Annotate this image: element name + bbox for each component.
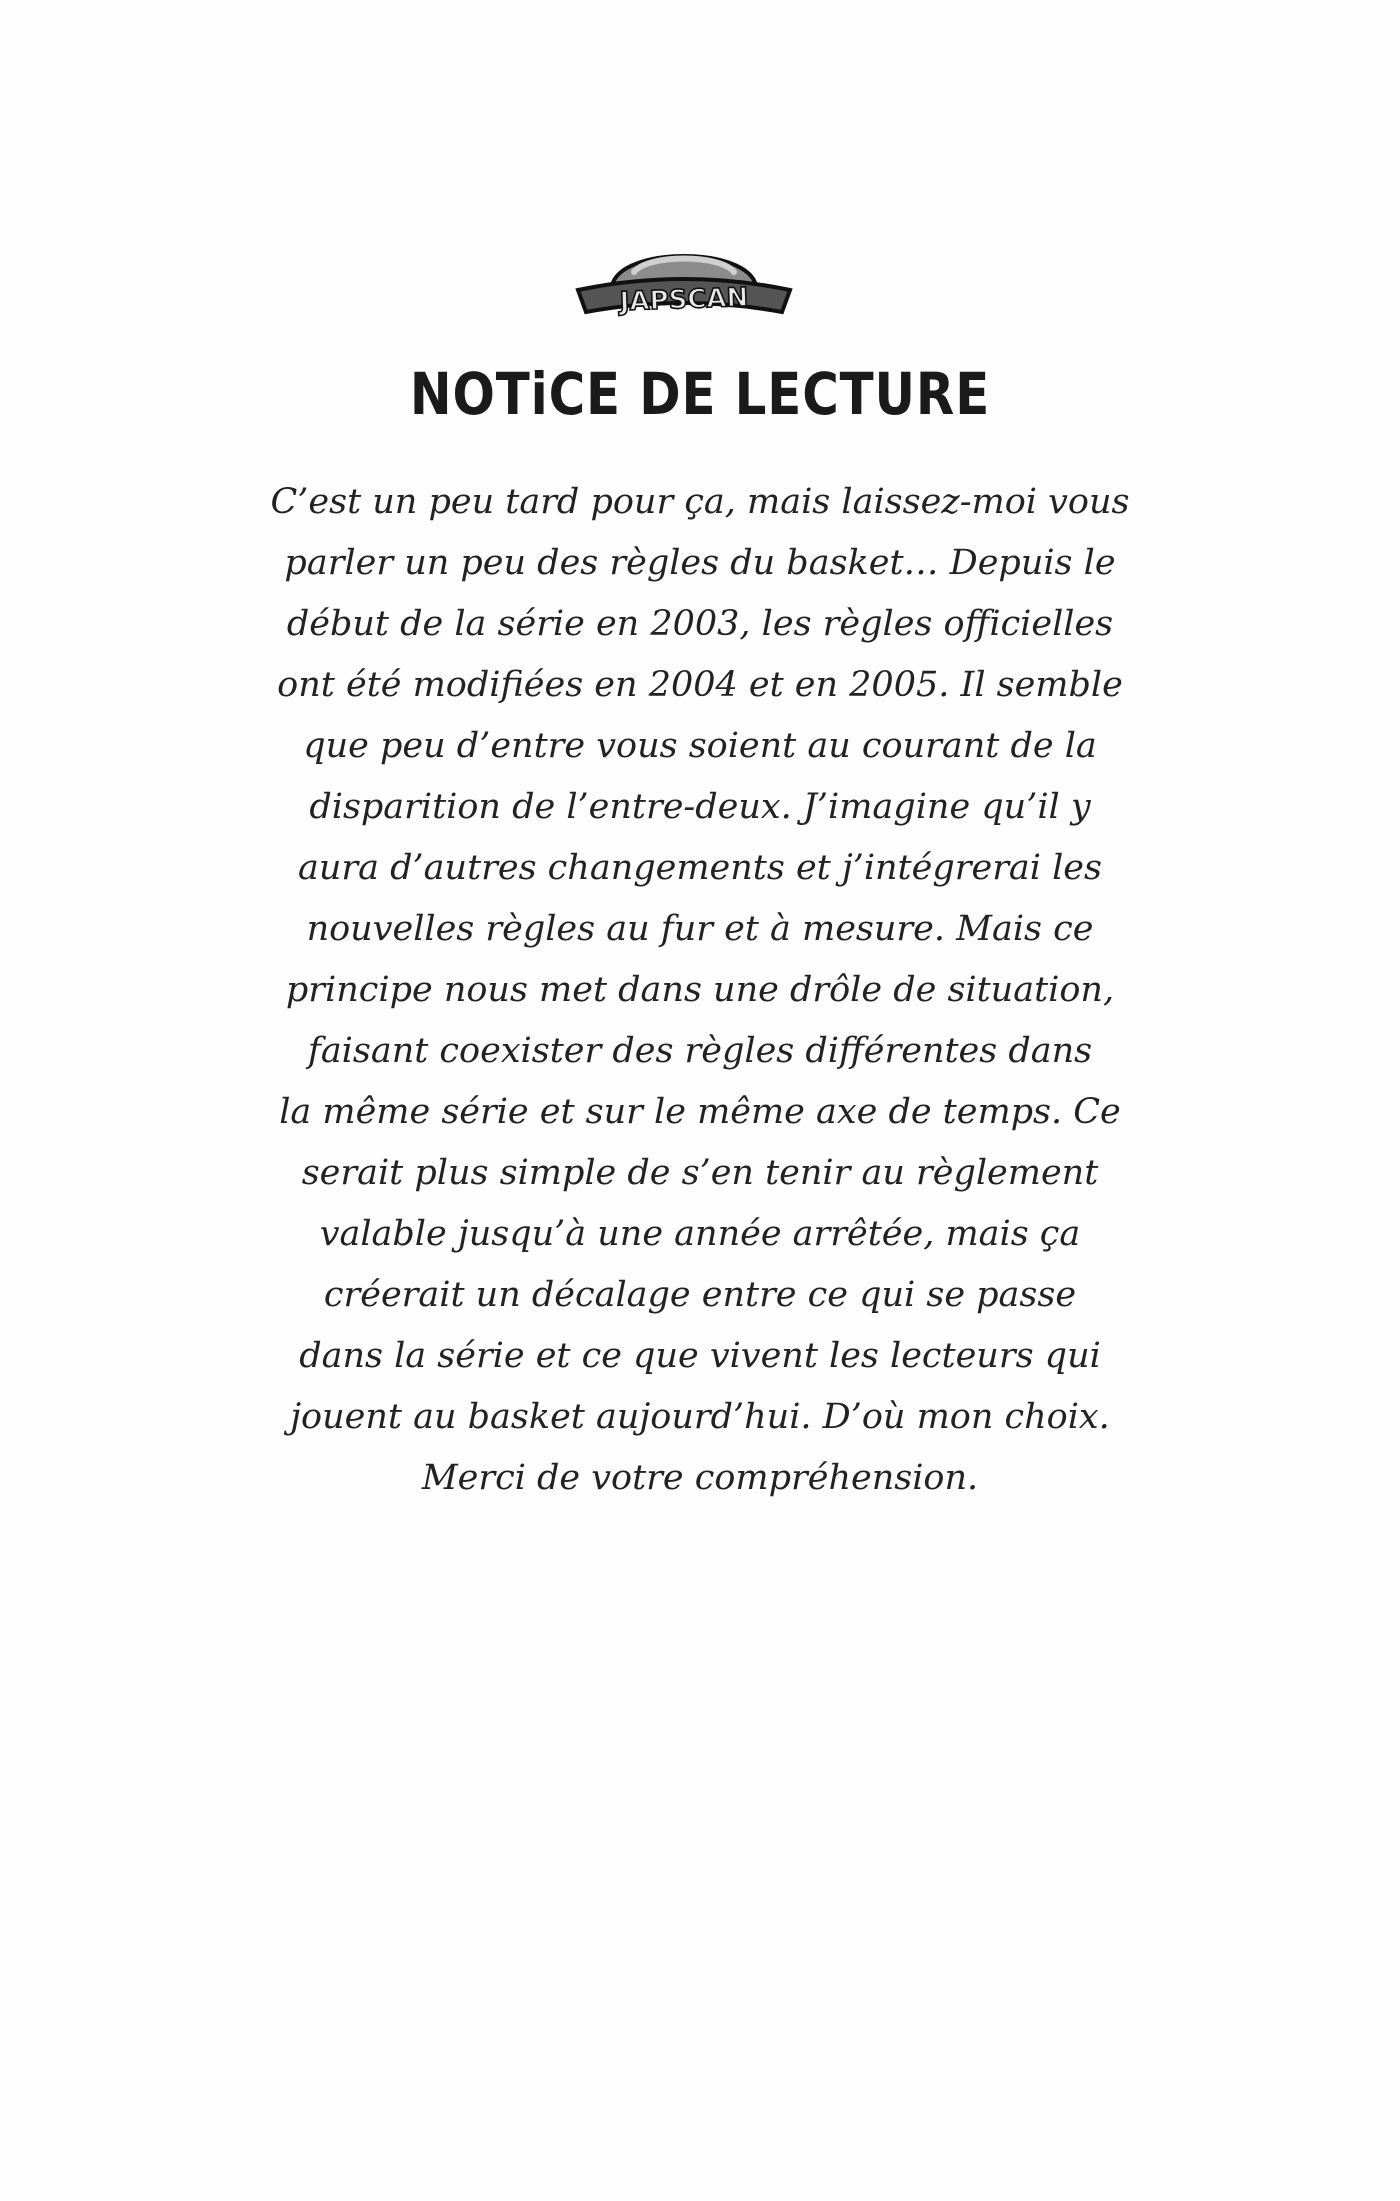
notice-line: nouvelles règles au fur et à mesure. Mais ce [306, 909, 1094, 949]
notice-line: Merci de votre compréhension. [421, 1458, 979, 1498]
japscan-logo [572, 228, 796, 324]
notice-line: que peu d’entre vous soient au courant de la [303, 726, 1097, 766]
notice-line: principe nous met dans une drôle de situation, [285, 970, 1115, 1010]
notice-line: créerait un décalage entre ce qui se passe [323, 1275, 1077, 1315]
notice-line: dans la série et ce que vivent les lecteurs qui [299, 1336, 1101, 1376]
notice-line: faisant coexister des règles différentes dans [307, 1031, 1093, 1071]
logo-text: JAPSCAN [619, 282, 749, 318]
notice-text [220, 472, 1180, 1509]
notice-line: parler un peu des règles du basket… Depuis le [284, 543, 1116, 583]
notice-line: valable jusqu’à une année arrêtée, mais ça [319, 1214, 1081, 1254]
notice-line: jouent au basket aujourd’hui. D’où mon choix. [290, 1397, 1110, 1437]
notice-line: aura d’autres changements et j’intégrerai les [298, 848, 1102, 888]
notice-line: serait plus simple de s’en tenir au règlement [301, 1153, 1099, 1193]
notice-line: début de la série en 2003, les règles officielles [286, 604, 1114, 644]
page-title: NOTiCE DE LECTURE [409, 360, 991, 428]
notice-line: ont été modifiées en 2004 et en 2005. Il semble [277, 665, 1123, 705]
notice-line: la même série et sur le même axe de temps. Ce [279, 1092, 1121, 1132]
notice-line: disparition de l’entre-deux. J’imagine qu’il y [309, 787, 1091, 827]
notice-line: C’est un peu tard pour ça, mais laissez-moi vous [270, 482, 1130, 522]
